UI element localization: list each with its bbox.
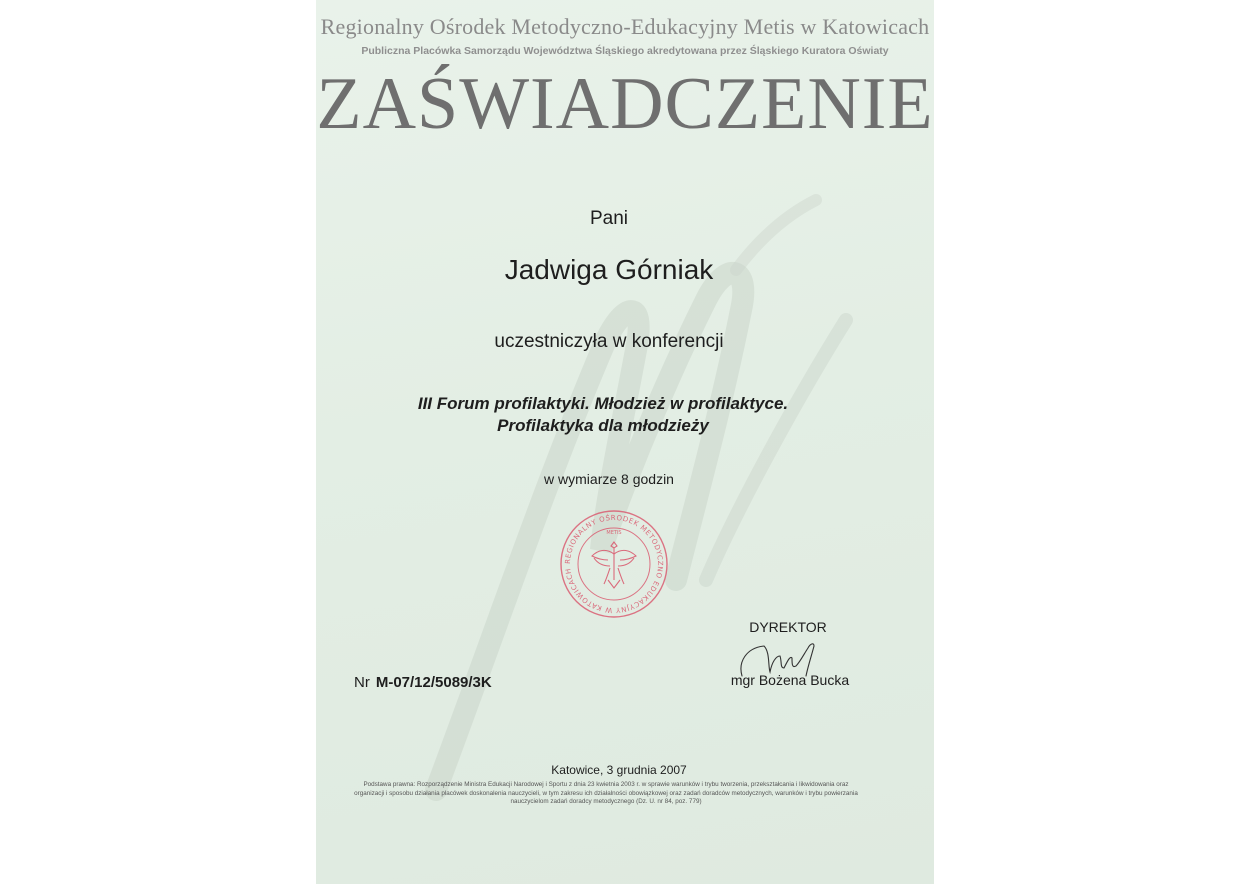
document-title: ZAŚWIADCZENIE xyxy=(316,63,934,145)
recipient-name: Jadwiga Górniak xyxy=(504,254,714,285)
stamp-center-text: METIS xyxy=(606,530,622,536)
eagle-emblem-icon xyxy=(592,542,636,588)
stamp-ring-text: REGIONALNY OŚRODEK METODYCZNO EDUKACYJNY W KATOWICACH xyxy=(563,513,665,615)
conference-title: III Forum profilaktyki. Młodzież w profilaktyce. Profilaktyka dla młodzieży xyxy=(417,394,789,435)
certificate-number-label: Nr xyxy=(354,674,370,691)
place-and-date: Katowice, 3 grudnia 2007 xyxy=(551,763,687,777)
certificate-sheet xyxy=(316,0,934,884)
salutation: Pani xyxy=(589,208,629,229)
certificate-number-value: M-07/12/5089/3K xyxy=(375,674,492,691)
signer-name: mgr Bożena Bucka xyxy=(730,672,850,688)
organization-subtitle: Publiczna Placówka Samorządu Województwa Śląskiego akredytowana przez Śląskiego Kuratora Oświaty xyxy=(361,45,889,57)
organization-name: Regionalny Ośrodek Metodyczno-Edukacyjny Metis w Katowicach xyxy=(320,14,930,39)
legal-basis: Podstawa prawna: Rozporządzenie Ministra Edukacji Narodowej i Sportu z dnia 23 kwietnia 2003 r. w sprawie warunków i trybu tworzenia, przekształcania i likwidowania oraz organizacji i sposobu działania placówek doskonalenia nauczycieli, w tym zakresu ich działalności obowiązkowej oraz zadań doradców metodycznych, warunków i trybu powierzania nauczycielom zadań doradcy metodycznego (Dz. U. nr 84, poz. 779) xyxy=(354,781,858,805)
certificate-number xyxy=(354,674,492,691)
metis-watermark xyxy=(376,150,876,830)
participation-text: uczestniczyła w konferencji xyxy=(494,331,724,352)
official-stamp xyxy=(558,508,670,620)
signer-title: DYREKTOR xyxy=(749,619,827,635)
hours-text: w wymiarze 8 godzin xyxy=(544,471,674,487)
